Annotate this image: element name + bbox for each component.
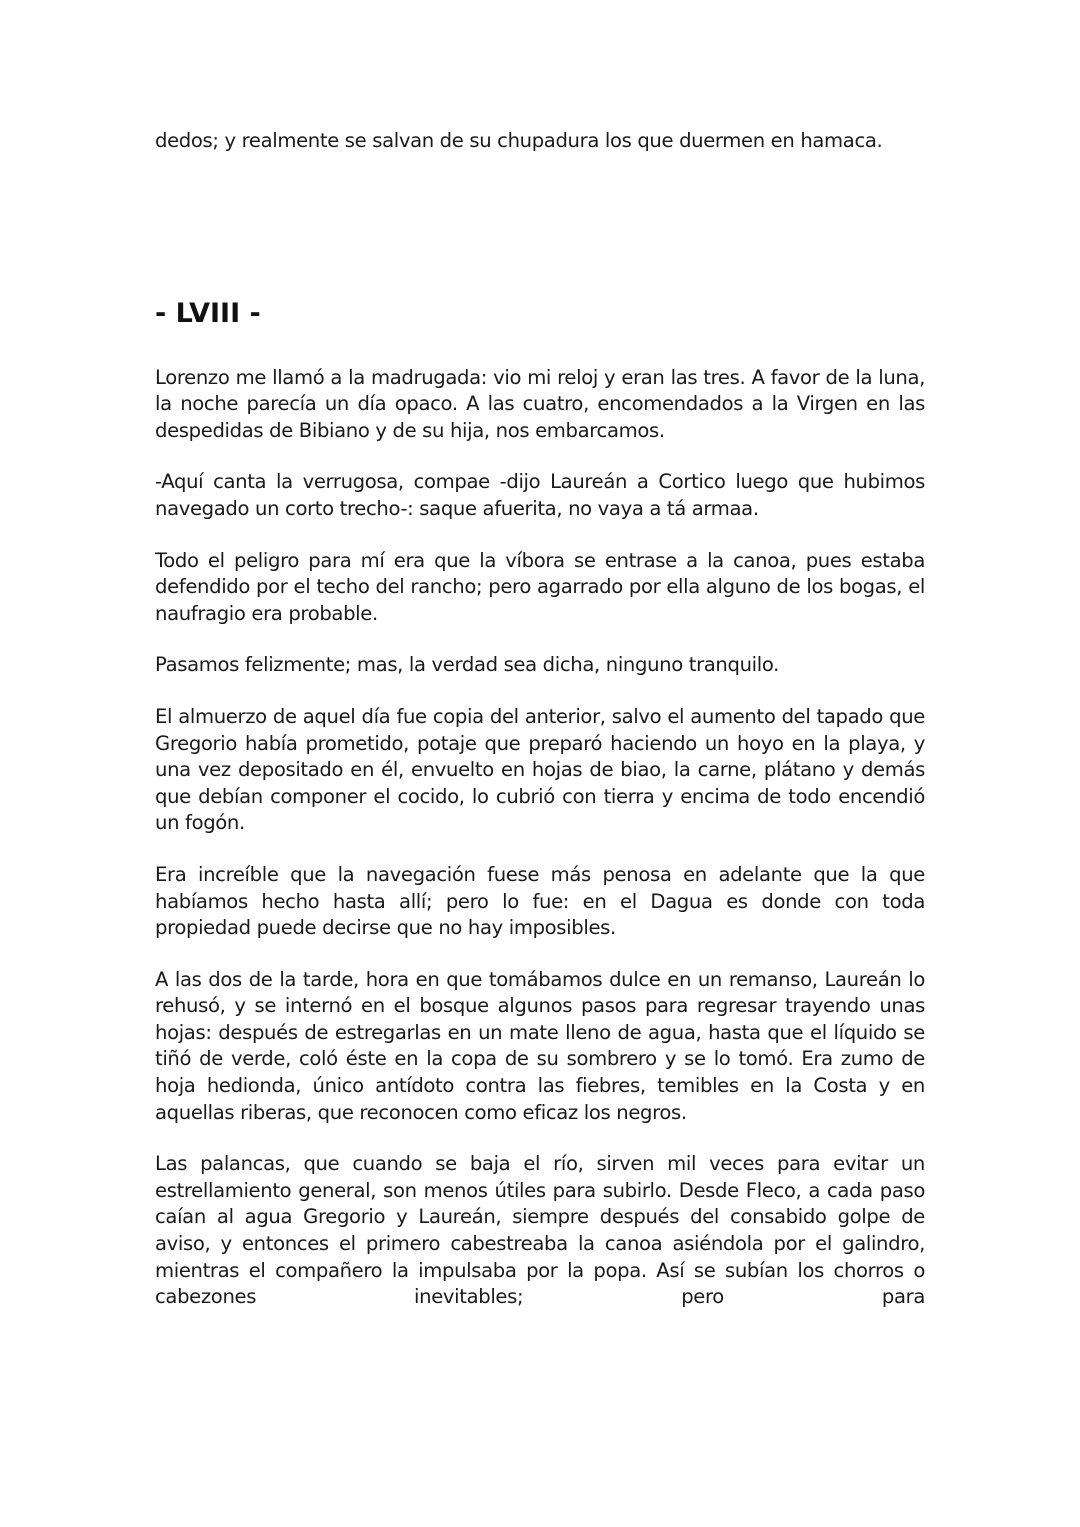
document-page [155, 128, 925, 1311]
paragraph: Lorenzo me llamó a la madrugada: vio mi reloj y eran las tres. A favor de la luna, la noche parecía un día opaco. A las cuatro, encomendados a la Virgen en las despedidas de Bibiano y de su hija, nos embarcamos. [155, 365, 925, 442]
chapter-heading: - LVIII - [155, 297, 261, 329]
paragraph: Pasamos felizmente; mas, la verdad sea dicha, ninguno tranquilo. [155, 653, 780, 677]
paragraph: Todo el peligro para mí era que la víbora se entrase a la canoa, pues estaba defendido por el techo del rancho; pero agarrado por ella alguno de los bogas, el naufragio era probable. [155, 548, 925, 625]
paragraph: A las dos de la tarde, hora en que tomábamos dulce en un remanso, Laureán lo rehusó, y se internó en el bosque algunos pasos para regresar trayendo unas hojas: después de estregarlas en un mate lleno de agua, hasta que el líquido se tiñó de verde, coló éste en la copa de su sombrero y se lo tomó. Era zumo de hoja hedionda, único antídoto contra las fiebres, temibles en la Costa y en aquellas riberas, que reconocen como eficaz los negros. [155, 967, 925, 1124]
paragraph: El almuerzo de aquel día fue copia del anterior, salvo el aumento del tapado que Gregorio había prometido, potaje que preparó haciendo un hoyo en la playa, y una vez depositado en él, envuelto en hojas de biao, la carne, plátano y demás que debían componer el cocido, lo cubrió con tierra y encima de todo encendió un fogón. [155, 704, 925, 835]
paragraph: -Aquí canta la verrugosa, compae -dijo Laureán a Cortico luego que hubimos navegado un corto trecho-: saque afuerita, no vaya a tá armaa. [155, 470, 925, 520]
paragraph: Era increíble que la navegación fuese más penosa en adelante que la que habíamos hecho hasta allí; pero lo fue: en el Dagua es donde con toda propiedad puede decirse que no hay imposibles. [155, 862, 925, 940]
opening-paragraph: dedos; y realmente se salvan de su chupadura los que duermen en hamaca. [155, 129, 883, 152]
paragraph: Las palancas, que cuando se baja el río, sirven mil veces para evitar un estrellamiento general, son menos útiles para subirlo. Desde Fleco, a cada paso caían al agua Gregorio y Laureán, siempre después del consabido golpe de aviso, y entonces el primero cabestreaba la canoa asiéndola por el galindro, mientras el compañero la impulsaba por la popa. Así se subían los chorros o cabezones inevitables; pero para [155, 1152, 925, 1309]
